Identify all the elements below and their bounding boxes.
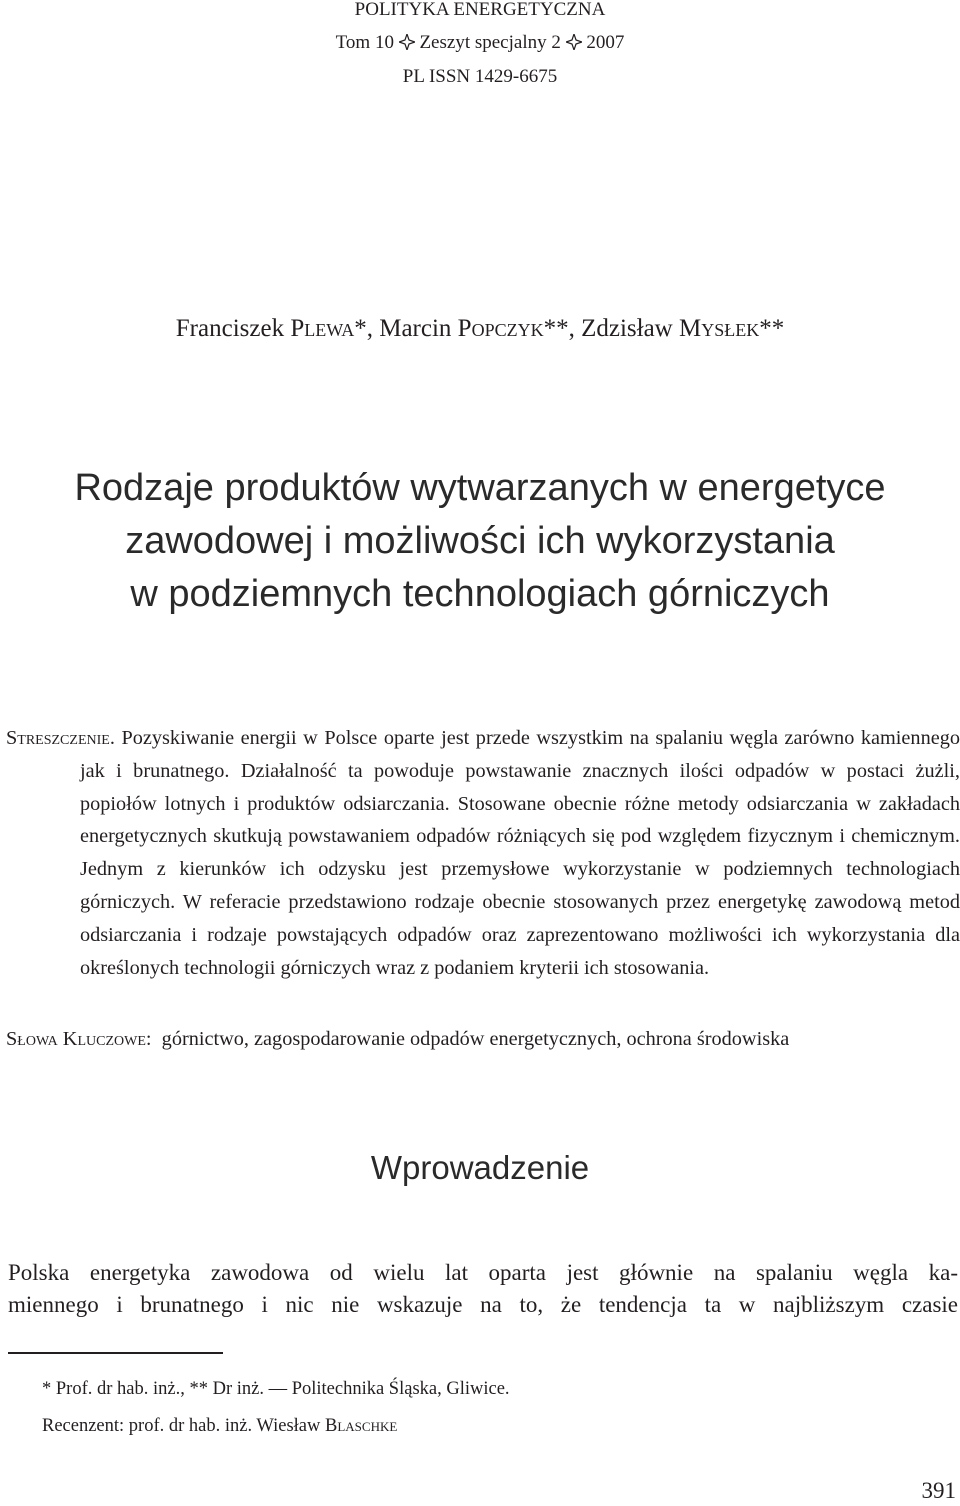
title-line: w podziemnych technologiach górniczych <box>130 573 830 615</box>
footnote-rule <box>8 1352 223 1354</box>
author-last-initial: P <box>290 315 305 342</box>
body-line: Polska energetyka zawodowa od wielu lat oparta jest głównie na spalaniu węgla ka- <box>8 1260 958 1285</box>
reviewer-prefix: Recenzent: prof. dr hab. inż. Wiesław <box>42 1416 325 1436</box>
abstract-label: Streszczenie. <box>6 727 115 749</box>
author-mark: *, <box>354 315 380 342</box>
author-last-initial: P <box>457 315 472 342</box>
paper-title <box>0 462 960 621</box>
footnote-affiliation: * Prof. dr hab. inż., ** Dr inż. — Politechnika Śląska, Gliwice. <box>42 1379 510 1399</box>
title-line: zawodowej i możliwości ich wykorzystania <box>125 520 835 562</box>
author-first-name: Marcin <box>379 315 458 342</box>
author-mark: ** <box>759 315 785 342</box>
author-first-name: Franciszek <box>175 315 291 342</box>
four-point-star-icon <box>566 33 582 53</box>
footnote-reviewer <box>42 1415 397 1437</box>
author-last-name: opczyk <box>471 315 544 342</box>
body-line: miennego i brunatnego i nic nie wskazuje na to, że tendencja ta w najbliższym czasie <box>8 1292 958 1317</box>
reviewer-last-initial: B <box>325 1416 338 1436</box>
reviewer-last-name: laschke <box>337 1416 398 1436</box>
journal-issue-line <box>0 33 960 53</box>
year: 2007 <box>586 32 625 53</box>
section-heading: Wprowadzenie <box>370 1149 590 1186</box>
keywords <box>6 1027 960 1051</box>
abstract <box>6 722 960 984</box>
issn: PL ISSN 1429-6675 <box>402 66 558 87</box>
keywords-label: Słowa Kluczowe: <box>6 1028 152 1050</box>
author-last-name: lewa <box>304 315 355 342</box>
abstract-text: Pozyskiwanie energii w Polsce oparte jest przede wszystkim na spalaniu węgla zarówno kamiennego jak i brunatnego. Działalność ta powoduje powstawanie znacznych ilości odpadów w postaci żużli, popiołów lotnych i produktów odsiarczania. Stosowane obecnie różne metody odsiarczania w zakładach energetycznych skutkują powstawaniem odpadów różniących się pod względem fizycznym i chemicznym. Jednym z kierunków ich odzysku jest przemysłowe wykorzystanie w podziemnych technologiach górniczych. W referacie przedstawiono rodzaje obecnie stosowanych przez energetykę zawodową metod odsiarczania i rodzaje powstających odpadów oraz zaprezentowano możliwości ich wykorzystania dla określonych technologii górniczych wraz z podaniem kryterii ich stosowania. <box>80 727 960 979</box>
author-mark: **, <box>543 315 582 342</box>
author-last-name: ysłek <box>701 315 760 342</box>
author-last-initial: M <box>678 315 702 342</box>
volume: Tom 10 <box>335 32 394 53</box>
issue: Zeszyt specjalny 2 <box>419 32 561 53</box>
author-first-name: Zdzisław <box>581 315 679 342</box>
title-line: Rodzaje produktów wytwarzanych w energetyce <box>74 467 886 509</box>
keywords-text: górnictwo, zagospodarowanie odpadów energetycznych, ochrona środowiska <box>161 1028 790 1050</box>
authors-line <box>0 314 960 344</box>
page-number: 391 <box>921 1478 956 1503</box>
journal-name: POLITYKA ENERGETYCZNA <box>354 0 606 20</box>
four-point-star-icon <box>399 33 415 53</box>
